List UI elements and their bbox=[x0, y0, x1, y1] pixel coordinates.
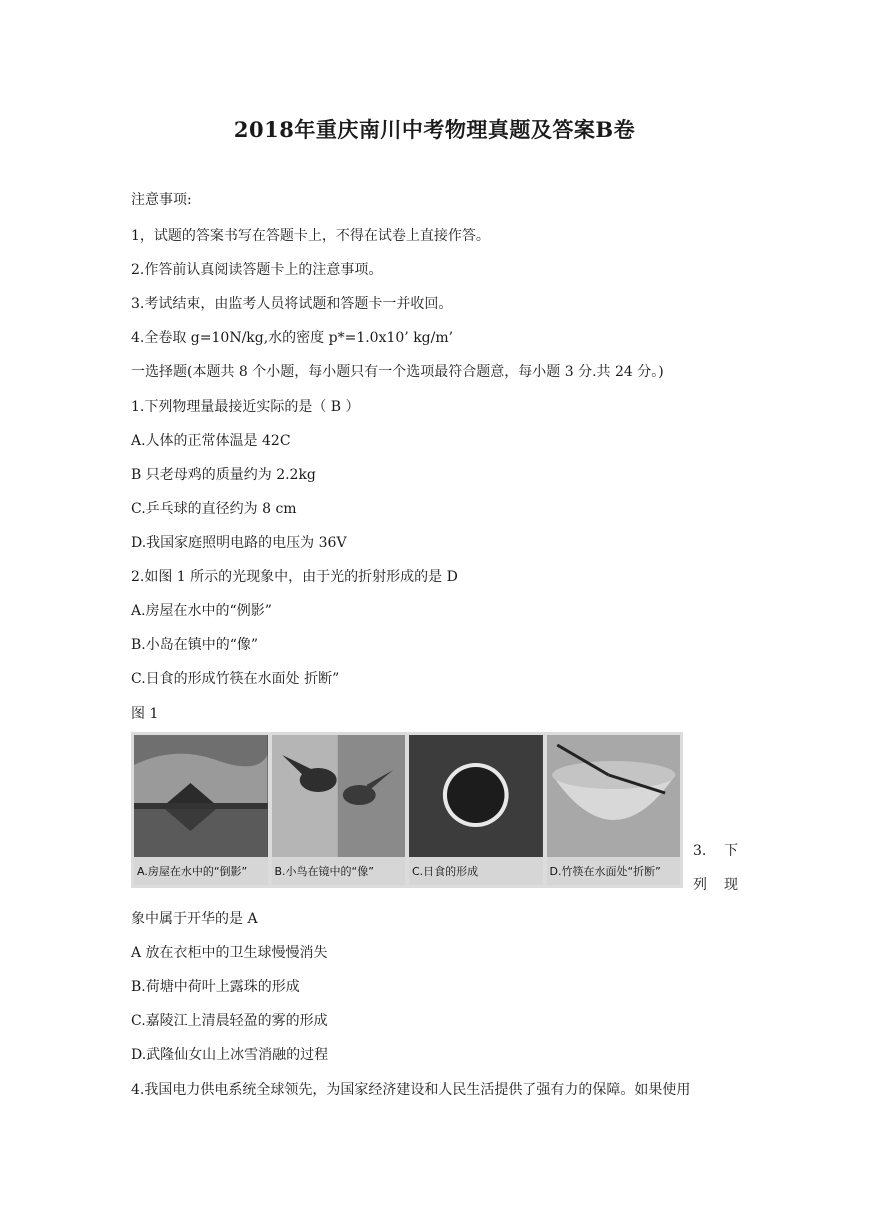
question-2-option: B.小岛在镇中的“像” bbox=[131, 637, 259, 653]
figure-panel-house-reflection bbox=[134, 735, 268, 885]
question-1-option: B 只老母鸡的质量约为 2.2kg bbox=[131, 467, 316, 483]
figure-caption: D.竹筷在水面处“折断” bbox=[547, 857, 681, 885]
question-3-option: A 放在衣柜中的卫生球慢慢消失 bbox=[131, 945, 328, 961]
house-reflection-picture bbox=[134, 735, 268, 861]
notice-item: 2.作答前认真阅读答题卡上的注意事项。 bbox=[131, 262, 383, 278]
notice-item: 1，试题的答案书写在答题卡上，不得在试卷上直接作答。 bbox=[131, 228, 490, 244]
question-1-option: C.乒乓球的直径约为 8 cm bbox=[131, 501, 297, 517]
figure-panel-solar-eclipse bbox=[409, 735, 543, 885]
figure-caption: A.房屋在水中的“倒影” bbox=[134, 857, 268, 885]
notice-item: 3.考试结束，由监考人员将试题和答题卡一并收回。 bbox=[131, 296, 453, 312]
bird-mirror-picture bbox=[272, 735, 406, 861]
question-1-option: D.我国家庭照明电路的电压为 36V bbox=[131, 535, 347, 551]
question-3-option: C.嘉陵江上清晨轻盈的雾的形成 bbox=[131, 1013, 328, 1029]
solar-eclipse-picture bbox=[409, 735, 543, 861]
question-1-option: A.人体的正常体温是 42C bbox=[131, 433, 291, 449]
question-2-option: A.房屋在水中的“例影” bbox=[131, 603, 272, 619]
question-3-stem-part: 列 现 bbox=[693, 877, 738, 893]
section-heading: 一选择题(本题共 8 个小题，每小题只有一个选项最符合题意，每小题 3 分.共 24 分。) bbox=[131, 364, 664, 380]
question-2-stem: 2.如图 1 所示的光现象中，由于光的折射形成的是 D bbox=[131, 569, 458, 585]
question-1-stem: 1.下列物理量最接近实际的是（ B ） bbox=[131, 399, 360, 415]
question-3-stem-part: 3. 下 bbox=[693, 843, 738, 859]
figure-label: 图 1 bbox=[131, 706, 159, 722]
figure-panel-bird-mirror bbox=[272, 735, 406, 885]
question-3-stem: 象中属于开华的是 A bbox=[131, 911, 258, 927]
figure-caption: B.小鸟在镜中的“像” bbox=[272, 857, 406, 885]
figure-caption: C.日食的形成 bbox=[409, 857, 543, 885]
question-3-option: B.荷塘中荷叶上露珠的形成 bbox=[131, 979, 300, 995]
figure-panel-chopsticks-bowl bbox=[547, 735, 681, 885]
chopsticks-bowl-picture bbox=[547, 735, 681, 861]
question-4-stem: 4.我国电力供电系统全球领先，为国家经济建设和人民生活提供了强有力的保障。如果使用 bbox=[131, 1082, 691, 1098]
question-3-option: D.武隆仙女山上冰雪消融的过程 bbox=[131, 1047, 329, 1063]
notice-heading: 注意事项: bbox=[131, 192, 192, 208]
figure-1-image bbox=[131, 732, 683, 888]
notice-item: 4.全卷取 g=10N/kg,水的密度 p*=1.0x10’ kg/m’ bbox=[131, 330, 454, 346]
document-title: 2018年重庆南川中考物理真题及答案B卷 bbox=[233, 117, 636, 142]
question-2-option: C.日食的形成竹筷在水面处 折断” bbox=[131, 671, 340, 687]
